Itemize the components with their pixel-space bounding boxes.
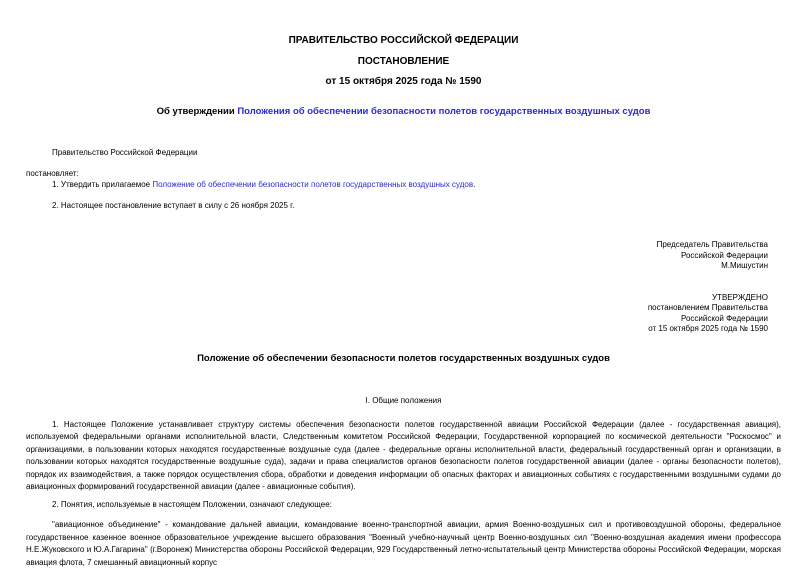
document-content <box>0 35 807 569</box>
regulation-paragraph-2: 2. Понятия, используемые в настоящем Положении, означают следующее: <box>52 499 332 509</box>
signature-line: Председатель Правительства <box>656 240 768 249</box>
signature-block <box>26 240 781 272</box>
regulation-paragraph-1: 1. Настоящее Положение устанавливает структуру системы обеспечения безопасности полетов государственной авиации Российской Федерации (далее - государственная авиация), используемой федеральными органами исполнительной власти, Следственным комитетом Российской Федерации, Государственной корпорацией по космической деятельности "Роскосмос" и организациями, в пользовании которых находятся государственные воздушные суда (далее - федеральные органы исполнительной власти, федеральный государственный орган и организации, в пользовании которых находятся государственные воздушные суда), задачи и права специалистов органов безопасности полетов государственной авиации (далее - органы безопасности полетов), порядок их взаимодействия, а также порядок осуществления сбора, обработки и доведения информации об опасных факторах и авиационных событиях с государственными воздушными судами до авиационных формирований государственной авиации (далее - авиационные события). <box>26 419 781 491</box>
item1-prefix: 1. Утвердить прилагаемое <box>52 180 153 189</box>
approval-line: постановлением Правительства <box>647 303 768 312</box>
document-type: ПОСТАНОВЛЕНИЕ <box>357 56 450 67</box>
subject-prefix: Об утверждении <box>156 106 238 117</box>
preamble-intro: Правительство Российской Федерации <box>52 148 198 157</box>
approval-line: УТВЕРЖДЕНО <box>711 292 768 302</box>
subject-regulation-link[interactable]: Положения об обеспечении безопасности полетов государственных воздушных судов <box>237 106 651 117</box>
government-title: ПРАВИТЕЛЬСТВО РОССИЙСКОЙ ФЕДЕРАЦИИ <box>288 35 519 46</box>
document-subject <box>26 106 781 118</box>
preamble-resolves: постановляет: <box>26 169 79 178</box>
section-1-heading: I. Общие положения <box>365 395 442 405</box>
item1-regulation-link[interactable]: Положение об обеспечении безопасности полетов государственных воздушных судов <box>152 180 474 189</box>
regulation-paragraph-3: "авиационное объединение" - командование дальней авиации, командование военно-транспортной авиации, армия Военно-воздушных сил и противовоздушной обороны, федеральное государственное казенное военное образовательное учреждение высшего образования "Военный учебно-научный центр Военно-воздушных сил "Военно-воздушная академия имени профессора Н.Е.Жуковского и Ю.А.Гагарина" (г.Воронеж) Министерства обороны Российской Федерации, 929 Государственный летно-испытательный центр Министерства обороны Российской Федерации, морская авиация флота, 7 смешанный авиационный корпус <box>26 520 781 567</box>
approval-line: от 15 октября 2025 года № 1590 <box>648 324 768 333</box>
signature-line: Российской Федерации <box>681 250 768 260</box>
document-date-number: от 15 октября 2025 года № 1590 <box>325 76 482 87</box>
signature-line: М.Мишустин <box>721 261 768 270</box>
item1-suffix: . <box>473 180 476 189</box>
resolution-item-1 <box>26 179 781 190</box>
approval-block <box>26 293 781 335</box>
regulation-title: Положение об обеспечении безопасности полетов государственных воздушных судов <box>197 352 610 364</box>
resolution-item-2: 2. Настоящее постановление вступает в силу с 26 ноября 2025 г. <box>52 201 295 210</box>
approval-line: Российской Федерации <box>681 313 768 323</box>
